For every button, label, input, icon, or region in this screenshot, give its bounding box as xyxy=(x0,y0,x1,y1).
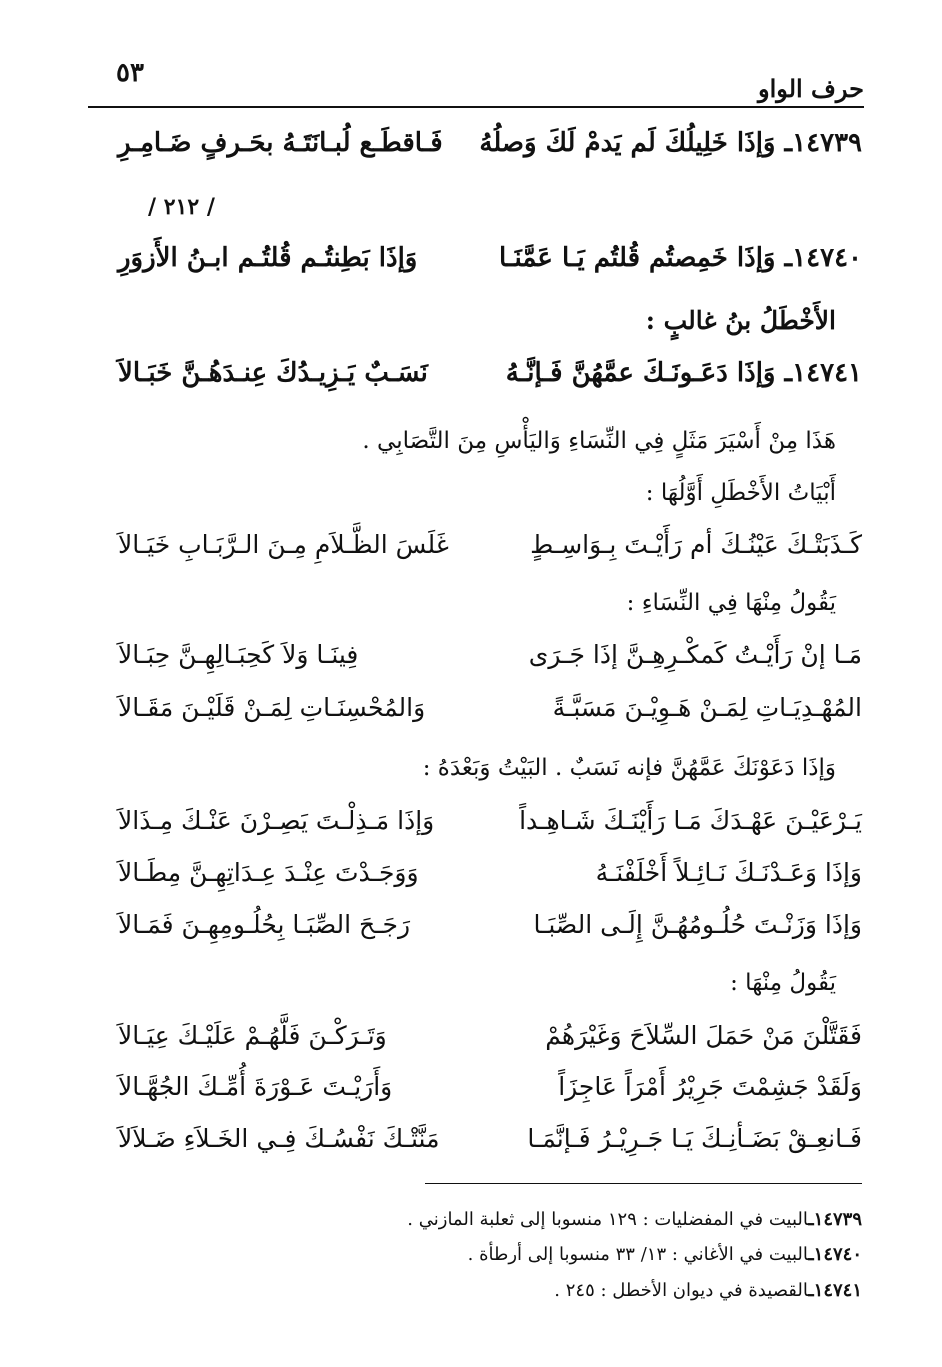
verse-hemistich-second: وَإذَا مَـذِلْـتَ يَصِـرْنَ عَنْـكَ مِـذَالاَ xyxy=(118,806,435,835)
poem-verse xyxy=(118,910,862,939)
verse-hemistich-first: مَـا إنْ رَأَيْـتُ كَمكْـرِهِـنَّ إذَا جَـرَى xyxy=(528,640,862,669)
verse-hemistich-second: وَإذَا بَطِنتُـم قُلتُـم ابـنُ الأَزوَرِ xyxy=(118,243,418,273)
verse-hemistich-first: ١٤٧٣٩ـ وَإذَا خَلِيلُكَ لَم يَدمْ لَكَ وَصلُهُ xyxy=(479,128,862,158)
footnote-text: البيت في الأغاني : ١٣/ ٣٣ منسوبا إلى أرطأة . xyxy=(467,1244,809,1265)
verse-14739 xyxy=(118,128,862,158)
verse-hemistich-second: فِينَـا وَلاَ كَحِبَـالِهِـنَّ حِبَـالاَ xyxy=(118,640,359,669)
verse-hemistich-second: وَوَجَـدْتَ عِنْـدَ عِـدَاتِهِـنَّ مِطَـالاَ xyxy=(118,858,419,887)
verse-14740 xyxy=(118,243,862,273)
footnote-text: البيت في المفضليات : ١٢٩ منسوبا إلى ثعلبة المازني . xyxy=(407,1209,809,1230)
footnote-number: ١٤٧٤٠ـ xyxy=(808,1244,862,1265)
footnote-number: ١٤٧٣٩ـ xyxy=(808,1209,862,1230)
verse-hemistich-second: وَتَـرَكْـنَ فَلَّهُـمْ عَلَيْـكَ عِيَـالاَ xyxy=(118,1021,387,1050)
poet-attribution: الأَخْطَلُ بنُ غالبٍ : xyxy=(645,306,836,335)
verse-number: ١٤٧٤١ـ xyxy=(784,358,862,388)
footnote xyxy=(407,1209,862,1230)
footnote-text: القصيدة في ديوان الأخطل : ٢٤٥ . xyxy=(554,1280,809,1301)
commentary-label: يَقُولُ مِنْهَا فِي النِّسَاءِ : xyxy=(626,590,836,616)
verse-hemistich-first: يَـرْعَيْـنَ عَهْـدَكَ مَـا رَأَيْنَـكَ شَـاهِـداً xyxy=(519,806,862,835)
verse-hemistich-second: وَالمُحْسِنَـاتِ لِمَـنْ قَلَيْـنَ مَقَـالاَ xyxy=(118,693,426,722)
commentary-label: يَقُولُ مِنْهَا : xyxy=(730,970,836,996)
verse-hemistich-first: المُهْـدِيَـاتِ لِمَـنْ هَـوِيْـنَ مَسَبَّـةً xyxy=(552,693,862,722)
verse-hemistich-first: فَـانعِـقْ بَضَـأنِـكَ يَـا جَـرِيْـرُ فَـإنَّمَـا xyxy=(527,1124,862,1153)
verse-hemistich-first: وَإذَا وَزَنْـتَ حُلُـومُهُـنَّ إِلَـى الصِّبَـا xyxy=(533,910,862,939)
verse-hemistich-second: وَأَرَيْـتَ عَـوْرَةَ أُمِّـكَ الجُهَّـالاَ xyxy=(118,1072,393,1101)
verse-hemistich-first: كَـذَبَتْـكَ عَيْنُـكَ أم رَأَيْـتَ بِـوَاسِـطٍ xyxy=(530,530,862,559)
commentary-intro: هَذَا مِنْ أَسْيَرَ مَثَلٍ فِي النِّسَاءِ وَاليَأْسِ مِنَ التَّصَابِي . xyxy=(362,428,836,454)
verse-number: ١٤٧٣٩ـ xyxy=(784,128,862,158)
chapter-title: حرف الواو xyxy=(758,74,864,103)
verse-number: ١٤٧٤٠ـ xyxy=(784,243,862,273)
verse-hemistich-first: وَإذَا وَعَـدْنَـكَ نَـائِـلاً أَخْلَفْنَـهُ xyxy=(595,858,862,887)
verse-reference: / ٢١٢ / xyxy=(148,194,215,220)
poem-verse xyxy=(118,1021,862,1050)
verse-14741 xyxy=(118,358,862,388)
poem-verse xyxy=(118,1072,862,1101)
verse-hemistich-second: فَـاقطَـع لُبـانَتَـهُ بحَـرفٍ ضَـامِـرِ xyxy=(118,128,443,158)
verse-hemistich-first: ١٤٧٤١ـ وَإذَا دَعَـونَـكَ عمَّهُنَّ فَـإنَّـهُ xyxy=(505,358,862,388)
footnote xyxy=(554,1280,862,1301)
poem-verse xyxy=(118,640,862,669)
poem-verse xyxy=(118,1124,862,1153)
commentary-label: وَإذَا دَعَوْنَكَ عَمَّهُنَّ فإنه نَسَبٌ . البَيْتُ وَبَعْدَهُ : xyxy=(422,755,836,781)
verse-hemistich-first: ١٤٧٤٠ـ وَإذَا خَمِصتُم قُلتُم يَـا عَمَّنَـا xyxy=(499,243,862,273)
poem-verse xyxy=(118,806,862,835)
footnote-rule xyxy=(425,1183,862,1184)
verse-hemistich-first: فَقَتَّلْنَ مَنْ حَمَلَ السِّلاَحَ وَغَيْرَهُمْ xyxy=(545,1021,862,1050)
poem-verse xyxy=(118,858,862,887)
page-number: ٥٣ xyxy=(116,58,144,88)
poem-opening-label: أَبْيَاتُ الأَخْطَلِ أَوَّلُهَا : xyxy=(645,480,836,506)
footnote xyxy=(468,1244,862,1265)
page-header xyxy=(88,52,864,106)
verse-hemistich-second: مَنَّتْـكَ نَفْسُـكَ فِـي الخَـلاَءِ ضَـلاَلاَ xyxy=(118,1124,440,1153)
verse-hemistich-second: نَسَـبٌ يَـزِيـدُكَ عِنـدَهُـنَّ خَبَـالاَ xyxy=(118,358,428,388)
poem-verse xyxy=(118,693,862,722)
verse-hemistich-first: وَلَقَدْ جَشِمْتَ جَرِيْرُ أَمْرَاً عَاجِزَاً xyxy=(558,1072,862,1101)
verse-hemistich-second: غَلَسَ الظَّـلاَمِ مِـنَ الـرَّبَـابِ خَيَـالاَ xyxy=(118,530,449,559)
verse-hemistich-second: رَجَـحَ الصِّبَـا بِحُلُـومِهِـنَ فَمَـالاَ xyxy=(118,910,411,939)
header-rule xyxy=(88,106,864,108)
footnote-number: ١٤٧٤١ـ xyxy=(808,1280,862,1301)
poem-verse xyxy=(118,530,862,559)
